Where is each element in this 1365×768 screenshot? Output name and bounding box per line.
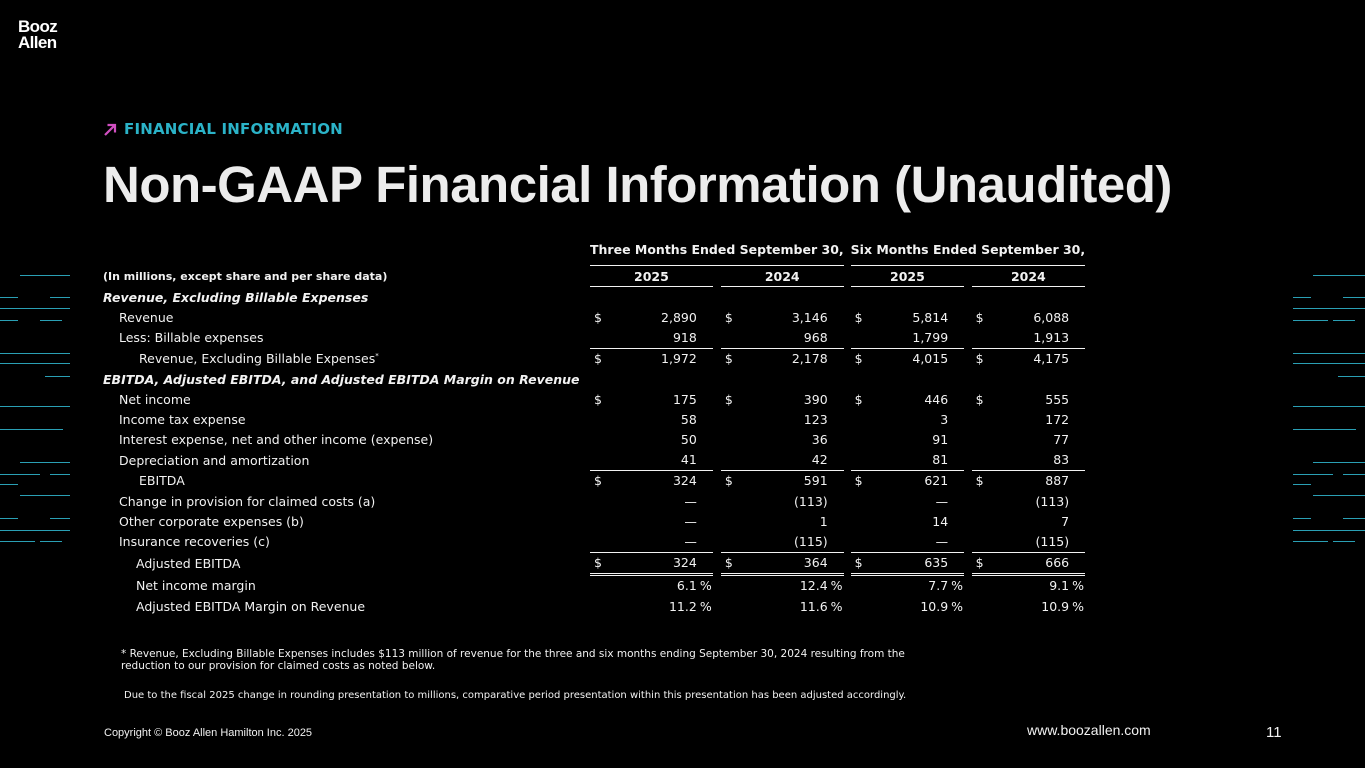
- row-label: [103, 511, 583, 531]
- table-cell-value: 4,175: [1033, 351, 1070, 367]
- table-cell-value: 10.9: [1041, 598, 1070, 614]
- table-cell-value: 621: [924, 473, 949, 489]
- unit-note: (In millions, except share and per share data): [103, 269, 388, 283]
- table-cell-value: 36: [811, 432, 828, 448]
- table-cell-value: 9.1: [1049, 578, 1070, 594]
- rounding-note: Due to the fiscal 2025 change in rounding presentation to millions, comparative period presentation within this presentation has been adjusted accordingly.: [124, 690, 907, 701]
- dollar-sign: $: [854, 391, 863, 407]
- booz-allen-logo: [18, 19, 57, 51]
- table-cell-value: 14: [932, 513, 949, 529]
- table-cell-value: 1: [819, 513, 828, 529]
- table-cell-value: 50: [680, 432, 697, 448]
- table-cell-value: 77: [1053, 432, 1070, 448]
- percent-sign: %: [1072, 578, 1084, 594]
- row-label: [103, 531, 583, 552]
- table-cell-value: 555: [1045, 391, 1070, 407]
- table-cell-value: (113): [794, 493, 828, 509]
- table-cell-value: 123: [803, 411, 828, 427]
- table-cell-value: 58: [680, 411, 697, 427]
- dollar-sign: $: [594, 351, 602, 367]
- table-cell-value: 41: [680, 452, 697, 468]
- table-cell-value: 887: [1045, 473, 1070, 489]
- row-label: [103, 307, 583, 327]
- table-cell-value: 1,972: [661, 351, 697, 367]
- table-cell-value: 7: [1061, 513, 1070, 529]
- section-tag-label: FINANCIAL INFORMATION: [124, 120, 343, 138]
- table-cell-value: 83: [1053, 452, 1070, 468]
- row-label: [103, 574, 583, 596]
- percent-sign: %: [951, 598, 964, 614]
- dollar-sign: $: [724, 555, 733, 571]
- group-header-row: [103, 235, 1085, 266]
- group-header-six-months: Six Months Ended September 30,: [851, 235, 1085, 266]
- table-cell-value: 1,913: [1033, 330, 1070, 346]
- table-cell-value: 918: [672, 330, 697, 346]
- website-link[interactable]: www.boozallen.com: [1027, 722, 1151, 738]
- section-header-row: [103, 369, 1085, 389]
- table-cell-value: 6,088: [1033, 309, 1070, 325]
- table-row: [103, 596, 1085, 616]
- row-label: [103, 430, 583, 450]
- section-tag: [103, 120, 343, 138]
- row-label-text: Revenue: [119, 309, 174, 325]
- table-row: [103, 409, 1085, 429]
- table-cell-value: 324: [672, 555, 697, 571]
- table-row: [103, 552, 1085, 574]
- ebitda-section-rows: [103, 389, 1085, 616]
- table-cell-value: 7.7: [928, 578, 949, 594]
- dollar-sign: $: [975, 351, 984, 367]
- row-label-text: Net income margin: [136, 577, 256, 593]
- row-label-text: Interest expense, net and other income (expense): [119, 432, 434, 448]
- year-header: 2025: [590, 266, 713, 287]
- table-cell-value: 968: [803, 330, 828, 346]
- table-cell-value: —: [684, 493, 697, 509]
- table-cell-value: 10.9: [920, 598, 949, 614]
- footnote: * Revenue, Excluding Billable Expenses includes $113 million of revenue for the three and six months ending September 30, 2024 resulting from the reduction to our provision for claimed costs as noted below.: [121, 648, 905, 672]
- dollar-sign: $: [594, 309, 602, 325]
- table-cell-value: —: [684, 513, 697, 529]
- table-cell-value: 81: [932, 452, 949, 468]
- table-row: [103, 470, 1085, 491]
- table-cell-value: 364: [803, 555, 828, 571]
- dollar-sign: $: [594, 391, 602, 407]
- table-row: [103, 511, 1085, 531]
- year-header: 2024: [972, 266, 1086, 287]
- table-cell-value: (113): [1035, 493, 1070, 509]
- row-label: [103, 328, 583, 349]
- row-label-text: Income tax expense: [119, 411, 246, 427]
- table-cell-value: 4,015: [912, 351, 949, 367]
- financial-table: [103, 235, 1085, 616]
- dollar-sign: $: [975, 309, 984, 325]
- logo-line-1: Booz: [18, 17, 58, 36]
- table-cell-value: 42: [811, 452, 828, 468]
- year-header: 2024: [721, 266, 844, 287]
- dollar-sign: $: [594, 555, 602, 571]
- table-cell-value: 91: [932, 432, 949, 448]
- table-row: [103, 328, 1085, 349]
- table-cell-value: 446: [924, 391, 949, 407]
- table-cell-value: 324: [672, 473, 697, 489]
- table-cell-value: 390: [803, 391, 828, 407]
- table-cell-value: —: [935, 493, 949, 509]
- table-cell-value: (115): [794, 534, 828, 550]
- table-cell-value: 2,890: [661, 309, 697, 325]
- footnote-marker: *: [375, 351, 379, 360]
- table-cell-value: 172: [1045, 411, 1070, 427]
- table-row: [103, 531, 1085, 552]
- row-label: [103, 348, 583, 369]
- table-row: [103, 348, 1085, 369]
- table-cell-value: 1,799: [912, 330, 949, 346]
- dollar-sign: $: [724, 473, 733, 489]
- dollar-sign: $: [724, 391, 733, 407]
- table-cell-value: —: [684, 534, 697, 550]
- percent-sign: %: [830, 598, 843, 614]
- row-label-text: Revenue, Excluding Billable Expenses: [139, 351, 376, 367]
- table-cell-value: 666: [1045, 555, 1070, 571]
- percent-sign: %: [699, 578, 712, 594]
- year-header-row: [103, 266, 1085, 287]
- section-header-row: [103, 287, 1085, 308]
- row-label: [103, 596, 583, 616]
- table-row: [103, 389, 1085, 409]
- row-label-text: EBITDA: [139, 473, 185, 489]
- table-row: [103, 574, 1085, 596]
- row-label-text: Depreciation and amortization: [119, 452, 310, 468]
- table-cell-value: 3: [940, 411, 949, 427]
- section-header-revenue: Revenue, Excluding Billable Expenses: [103, 289, 369, 305]
- row-label-text: Insurance recoveries (c): [119, 534, 270, 550]
- row-label-text: Less: Billable expenses: [119, 330, 264, 346]
- table-cell-value: 175: [672, 391, 697, 407]
- table-cell-value: 591: [803, 473, 828, 489]
- year-header: 2025: [851, 266, 965, 287]
- arrow-up-right-icon: [103, 122, 118, 137]
- dollar-sign: $: [975, 391, 984, 407]
- page-title: Non-GAAP Financial Information (Unaudited): [103, 156, 1172, 213]
- percent-sign: %: [699, 598, 712, 614]
- table-cell-value: —: [935, 534, 949, 550]
- row-label-text: Adjusted EBITDA: [136, 555, 241, 571]
- row-label-text: Adjusted EBITDA Margin on Revenue: [136, 598, 366, 614]
- table-cell-value: 635: [924, 555, 949, 571]
- table-cell-value: 6.1: [676, 578, 697, 594]
- dollar-sign: $: [854, 555, 863, 571]
- dollar-sign: $: [594, 473, 602, 489]
- percent-sign: %: [951, 578, 964, 594]
- percent-sign: %: [1072, 598, 1084, 614]
- revenue-section-rows: [103, 307, 1085, 369]
- percent-sign: %: [830, 578, 843, 594]
- dollar-sign: $: [854, 309, 863, 325]
- table-row: [103, 307, 1085, 327]
- page-number: 11: [1266, 724, 1282, 741]
- table-cell-value: 2,178: [791, 351, 828, 367]
- row-label: [103, 491, 583, 511]
- logo-line-2: Allen: [18, 33, 57, 52]
- row-label-text: Change in provision for claimed costs (a): [119, 493, 376, 509]
- copyright: Copyright © Booz Allen Hamilton Inc. 2025: [104, 727, 313, 739]
- table-cell-value: 12.4: [799, 578, 828, 594]
- row-label: [103, 389, 583, 409]
- row-label: [103, 552, 583, 574]
- table-row: [103, 491, 1085, 511]
- row-label: [103, 450, 583, 471]
- left-decorative-lines: [0, 270, 72, 550]
- row-label-text: Net income: [119, 391, 191, 407]
- table-row: [103, 450, 1085, 471]
- dollar-sign: $: [975, 473, 984, 489]
- table-cell-value: (115): [1035, 534, 1070, 550]
- dollar-sign: $: [854, 473, 863, 489]
- table-cell-value: 11.6: [799, 598, 828, 614]
- dollar-sign: $: [854, 351, 863, 367]
- table-cell-value: 3,146: [791, 309, 828, 325]
- row-label-text: Other corporate expenses (b): [119, 513, 304, 529]
- table-cell-value: 11.2: [668, 598, 697, 614]
- table-row: [103, 430, 1085, 450]
- right-decorative-lines: [1293, 270, 1365, 550]
- dollar-sign: $: [724, 351, 733, 367]
- table-cell-value: 5,814: [912, 309, 949, 325]
- row-label: [103, 409, 583, 429]
- section-header-ebitda: EBITDA, Adjusted EBITDA, and Adjusted EBITDA Margin on Revenue: [103, 371, 580, 387]
- group-header-three-months: Three Months Ended September 30,: [590, 235, 844, 266]
- dollar-sign: $: [975, 555, 984, 571]
- row-label: [103, 470, 583, 491]
- dollar-sign: $: [724, 309, 733, 325]
